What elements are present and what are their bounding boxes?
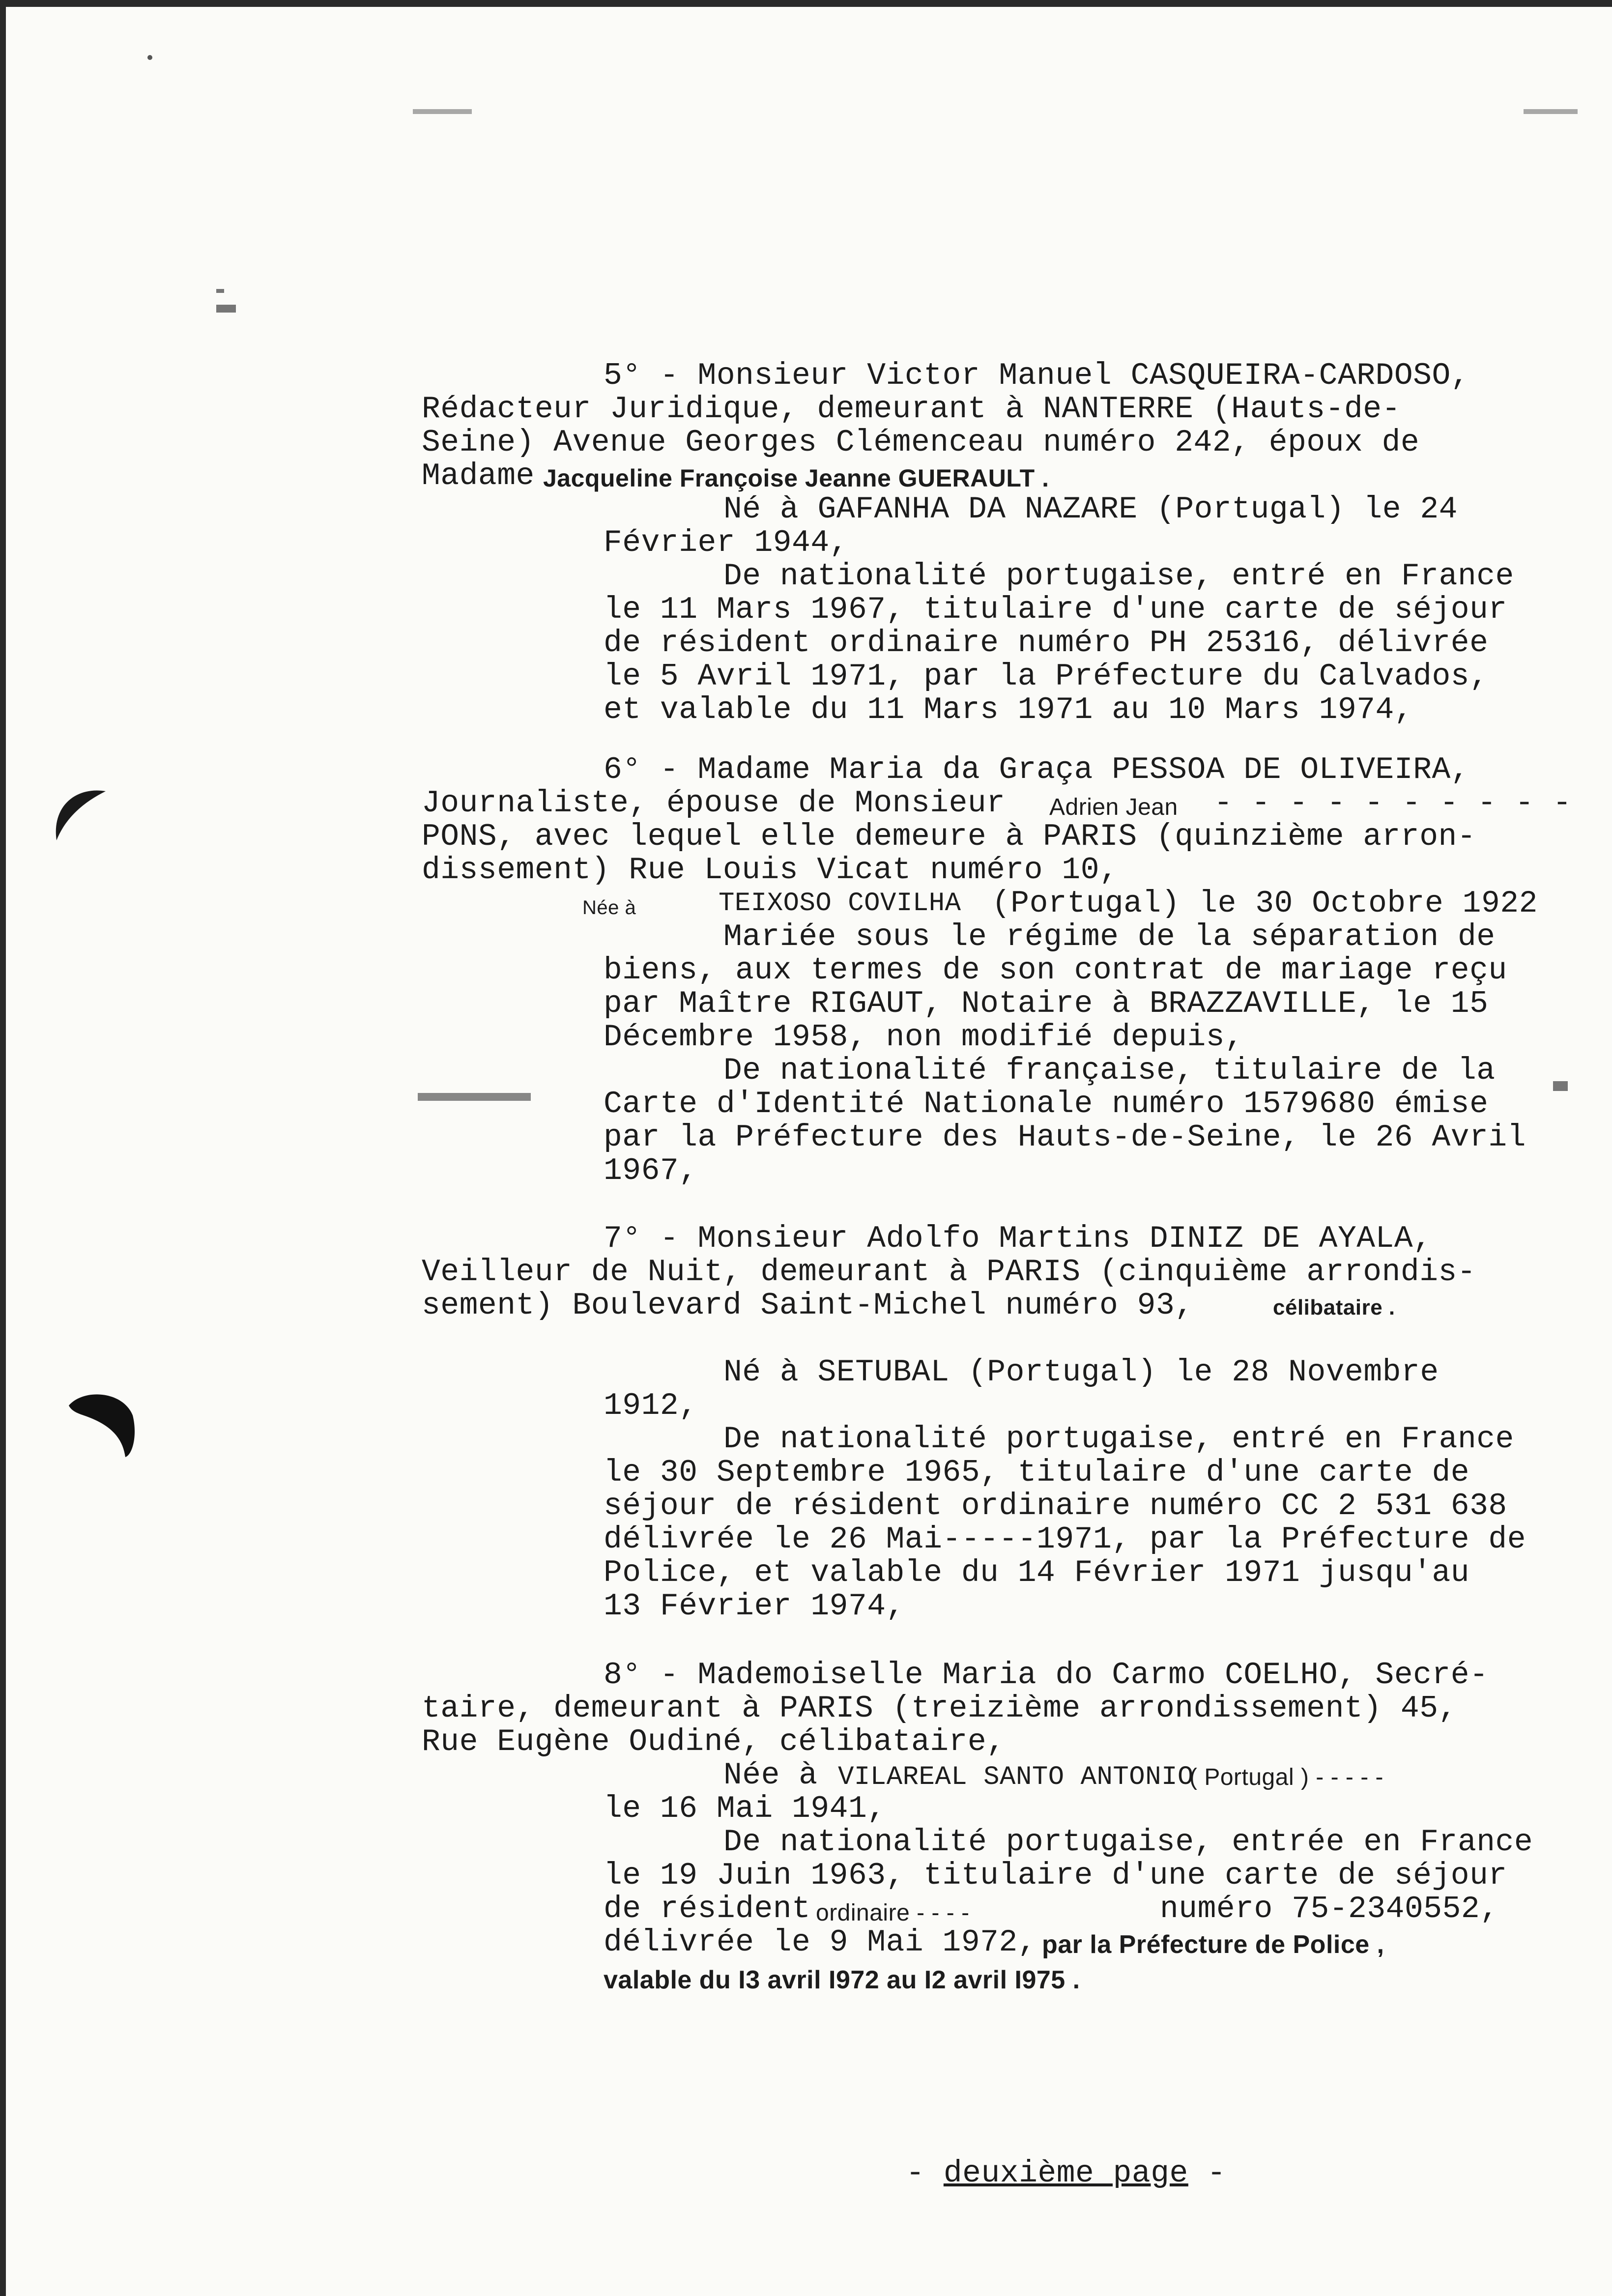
section-5-line-8: le 11 Mars 1967, titulaire d'une carte de séjour [604, 592, 1507, 627]
section-8-line-9-end: par la Préfecture de Police , [1042, 1930, 1384, 1959]
section-6-birth-date: (Portugal) le 30 Octobre 1922 [992, 886, 1538, 921]
scan-speck [1524, 109, 1578, 114]
section-8-line-8-end: numéro 75-2340552, [1160, 1892, 1499, 1926]
section-5-line-3: Seine) Avenue Georges Clémenceau numéro 242, époux de [422, 425, 1420, 460]
scan-crescent-mark [47, 786, 115, 850]
section-5-line-4-prefix: Madame [422, 459, 535, 493]
section-5-line-1: 5° - Monsieur Victor Manuel CASQUEIRA-CARDOSO, [604, 358, 1470, 393]
footer-page-label: deuxième page [943, 2156, 1188, 2191]
section-6-line-8: par Maître RIGAUT, Notaire à BRAZZAVILLE, le 15 [604, 986, 1489, 1021]
section-7-birth: Né à SETUBAL (Portugal) le 28 Novembre [723, 1355, 1439, 1390]
section-6-line-3: PONS, avec lequel elle demeure à PARIS (quinzième arron- [422, 819, 1476, 854]
section-6-line-1: 6° - Madame Maria da Graça PESSOA DE OLIVEIRA, [604, 752, 1470, 787]
section-7-line-10: Police, et valable du 14 Février 1971 jusqu'au [604, 1555, 1470, 1590]
section-6-line-2: Journaliste, épouse de Monsieur [422, 786, 1006, 821]
section-6-line-11: Carte d'Identité Nationale numéro 1579680 émise [604, 1087, 1489, 1121]
section-8-line-3: Rue Eugène Oudiné, célibataire, [422, 1724, 1006, 1759]
section-6-line-13: 1967, [604, 1153, 698, 1188]
section-5-line-10: le 5 Avril 1971, par la Préfecture du Calvados, [604, 659, 1489, 694]
scan-speck [216, 289, 224, 293]
footer-dash-left: - [906, 2156, 944, 2191]
section-8-line-8-start: de résident [604, 1892, 811, 1926]
scan-speck [147, 55, 152, 60]
scan-blob-mark [64, 1386, 143, 1460]
section-8-birth-date: le 16 Mai 1941, [604, 1791, 886, 1826]
section-6-nationality: De nationalité française, titulaire de la [723, 1053, 1496, 1088]
section-7-line-1: 7° - Monsieur Adolfo Martins DINIZ DE AYALA, [604, 1221, 1432, 1256]
section-8-birth-prefix: Née à [723, 1758, 818, 1793]
section-6-birth-place: TEIXOSO COVILHA [719, 889, 961, 918]
section-7-marital-status: célibataire . [1273, 1295, 1395, 1320]
footer-dash-right: - [1188, 2156, 1226, 2191]
section-6-marriage: Mariée sous le régime de la séparation de [723, 919, 1496, 954]
section-7-birth-year: 1912, [604, 1388, 698, 1423]
section-5-line-9: de résident ordinaire numéro PH 25316, délivrée [604, 626, 1489, 660]
section-7-line-8: séjour de résident ordinaire numéro CC 2 531 638 [604, 1489, 1507, 1523]
section-8-validity: valable du I3 avril I972 au I2 avril I975 . [604, 1966, 1080, 1994]
section-5-spouse-name: Jacqueline Françoise Jeanne GUERAULT . [543, 464, 1049, 492]
section-5-birth: Né à GAFANHA DA NAZARE (Portugal) le 24 [723, 492, 1458, 527]
section-7-line-2: Veilleur de Nuit, demeurant à PARIS (cinquième arrondis- [422, 1255, 1476, 1290]
section-6-line-7: biens, aux termes de son contrat de mariage reçu [604, 953, 1507, 988]
scan-speck [418, 1093, 531, 1101]
scan-speck [1553, 1081, 1568, 1091]
section-6-line-12: par la Préfecture des Hauts-de-Seine, le 26 Avril [604, 1120, 1526, 1155]
section-8-line-9-start: délivrée le 9 Mai 1972, [604, 1925, 1037, 1960]
section-6-line-4: dissement) Rue Louis Vicat numéro 10, [422, 853, 1119, 888]
section-8-nationality: De nationalité portugaise, entrée en France [723, 1825, 1533, 1860]
section-8-line-1: 8° - Mademoiselle Maria do Carmo COELHO, Secré- [604, 1658, 1489, 1693]
section-7-line-9: délivrée le 26 Mai-----1971, par la Préfecture de [604, 1522, 1526, 1557]
section-6-fill-dashes: - - - - - - - - - - [1214, 786, 1572, 821]
section-6-spouse-first-names: Adrien Jean [1049, 794, 1178, 820]
section-7-line-11: 13 Février 1974, [604, 1589, 905, 1624]
section-7-nationality: De nationalité portugaise, entré en France [723, 1422, 1514, 1457]
scan-speck [413, 109, 472, 114]
section-8-line-8-mid: ordinaire - - - - [816, 1900, 970, 1926]
scan-border-top [0, 0, 1612, 7]
section-5-birth-date: Février 1944, [604, 525, 848, 560]
section-8-birth-country: ( Portugal ) - - - - - [1189, 1764, 1384, 1790]
section-7-line-3: sement) Boulevard Saint-Michel numéro 93, [422, 1288, 1194, 1323]
section-7-line-7: le 30 Septembre 1965, titulaire d'une carte de [604, 1455, 1470, 1490]
section-6-birth-prefix: Née à [582, 897, 636, 918]
scan-speck [216, 305, 236, 313]
section-8-birth-place: VILAREAL SANTO ANTONIO [838, 1762, 1194, 1792]
section-5-line-11: et valable du 11 Mars 1971 au 10 Mars 1974, [604, 692, 1413, 727]
section-5-line-2: Rédacteur Juridique, demeurant à NANTERRE (Hauts-de- [422, 392, 1401, 427]
page-footer [831, 2122, 1226, 2225]
section-5-nationality: De nationalité portugaise, entré en France [723, 559, 1514, 594]
section-8-line-7: le 19 Juin 1963, titulaire d'une carte de séjour [604, 1858, 1507, 1893]
scan-border-left [0, 0, 6, 2296]
section-8-line-2: taire, demeurant à PARIS (treizième arrondissement) 45, [422, 1691, 1457, 1726]
section-6-line-9: Décembre 1958, non modifié depuis, [604, 1020, 1244, 1055]
